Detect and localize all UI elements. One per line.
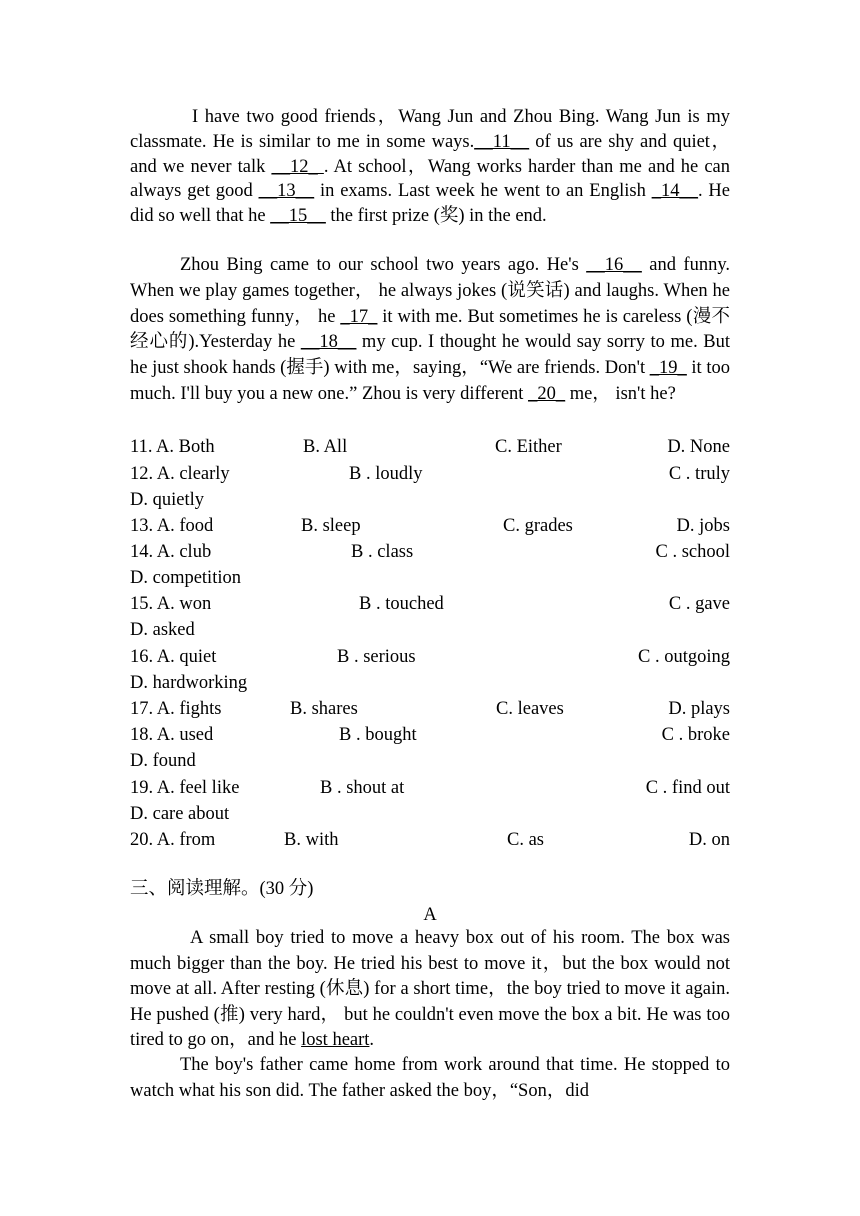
option-a: 12. A. clearly	[130, 464, 230, 484]
question-12-d	[130, 487, 730, 513]
question-14-d	[130, 565, 730, 591]
option-a: 18. A. used	[130, 725, 214, 745]
option-c: C . gave	[668, 594, 730, 614]
option-b: B . serious	[337, 647, 416, 667]
blank-14: _14__	[651, 181, 698, 202]
question-17	[130, 696, 730, 722]
cloze-paragraph-1	[130, 105, 730, 229]
option-c: C. grades	[503, 516, 573, 536]
question-19	[130, 775, 730, 801]
option-b: B. All	[303, 437, 348, 457]
question-20	[130, 827, 730, 853]
option-b: B . class	[351, 542, 414, 562]
reading-paragraph-2: The boy's father came home from work around that time. He stopped to watch what his son did. The father asked the boy，“Son，did	[130, 1055, 730, 1101]
option-a: 15. A. won	[130, 594, 212, 614]
text: and funny. When we play games together， he always jokes (说笑话) and laughs. When he does something funny， he	[130, 255, 730, 327]
option-d: D. asked	[130, 620, 195, 640]
blank-15: __15__	[270, 206, 326, 227]
text: A small boy tried to move a heavy box out of his room. The box was much bigger than the boy. He tried his best to move it，but the box would not move at all. After resting (休息) for a short time，the boy tried to move it again. He pushed (推) very hard， but he couldn't even move the box a bit. He was too tired to go on，and he	[130, 928, 730, 1051]
option-b: B . shout at	[320, 778, 405, 798]
option-d: D. competition	[130, 568, 241, 588]
blank-19: _19_	[649, 358, 687, 379]
option-b: B. with	[284, 830, 339, 850]
option-c: C . broke	[661, 725, 730, 745]
question-16-d	[130, 670, 730, 696]
text: it with me. But sometimes he is careless (漫不经心的).Yesterday he	[130, 306, 730, 353]
option-d: D. quietly	[130, 490, 204, 510]
option-a: 17. A. fights	[130, 699, 222, 719]
text: .	[369, 1030, 375, 1051]
option-b: B. shares	[290, 699, 358, 719]
text: my cup. I thought he would say sorry to me. But he just shook hands (握手) with me，saying，“We are friends. Don't	[130, 332, 731, 379]
question-16	[130, 644, 730, 670]
option-c: C . outgoing	[638, 647, 730, 667]
option-c: C. Either	[495, 437, 562, 457]
text: of us are shy and quiet，and we never talk	[130, 131, 730, 177]
option-a: 14. A. club	[130, 542, 212, 562]
option-d: D. care about	[130, 804, 230, 824]
blank-12: __12_	[271, 156, 324, 177]
question-15	[130, 591, 730, 617]
question-13	[130, 513, 730, 539]
option-d: D. found	[130, 751, 196, 771]
text: . At school，Wang works harder than me and he can always get good	[130, 156, 731, 202]
blank-20: _20_	[528, 383, 566, 404]
option-b: B. sleep	[301, 516, 361, 536]
option-c: C . truly	[668, 464, 730, 484]
option-d: D. hardworking	[130, 673, 248, 693]
option-c: C. as	[507, 830, 544, 850]
section-heading: 三、阅读理解。(30 分)	[130, 879, 314, 899]
option-c: C . find out	[645, 778, 730, 798]
option-b: B . touched	[359, 594, 444, 614]
option-d: D. None	[667, 437, 730, 457]
option-b: B . loudly	[349, 464, 423, 484]
text: I have two good friends，Wang Jun and Zhou Bing. Wang Jun is my classmate. He is similar to me in some ways.	[130, 107, 730, 152]
option-d: D. jobs	[676, 516, 730, 536]
option-a: 16. A. quiet	[130, 647, 217, 667]
question-12	[130, 461, 730, 487]
blank-13: __13__	[258, 181, 315, 202]
option-a: 13. A. food	[130, 516, 214, 536]
cloze-paragraph-2	[130, 253, 730, 408]
question-15-d	[130, 617, 730, 643]
text: in exams. Last week he went to an English	[314, 181, 652, 202]
option-d: D. plays	[668, 699, 730, 719]
blank-16: __16__	[586, 255, 642, 275]
question-19-d	[130, 801, 730, 827]
blank-18: __18__	[300, 332, 357, 353]
passage-letter: A	[423, 905, 437, 925]
blank-17: _17_	[340, 306, 378, 327]
option-a: 19. A. feel like	[130, 778, 240, 798]
option-b: B . bought	[339, 725, 417, 745]
blank-11: __11__	[474, 131, 530, 152]
text: the first prize (奖) in the end.	[325, 206, 547, 227]
text: it too much. I'll buy you a new one.” Zhou is very different	[130, 358, 730, 404]
option-a: 11. A. Both	[130, 437, 215, 457]
text: me， isn't he?	[565, 383, 676, 404]
question-18	[130, 722, 730, 748]
option-d: D. on	[688, 830, 730, 850]
option-c: C . school	[655, 542, 730, 562]
question-18-d	[130, 748, 730, 774]
text: Zhou Bing came to our school two years ago. He's	[180, 255, 587, 275]
question-14	[130, 539, 730, 565]
option-a: 20. A. from	[130, 830, 216, 850]
text: . He did so well that he	[130, 181, 730, 227]
option-c: C. leaves	[496, 699, 564, 719]
reading-paragraph-1	[130, 926, 730, 1054]
question-11	[130, 434, 730, 460]
underlined-phrase: lost heart	[301, 1030, 370, 1051]
